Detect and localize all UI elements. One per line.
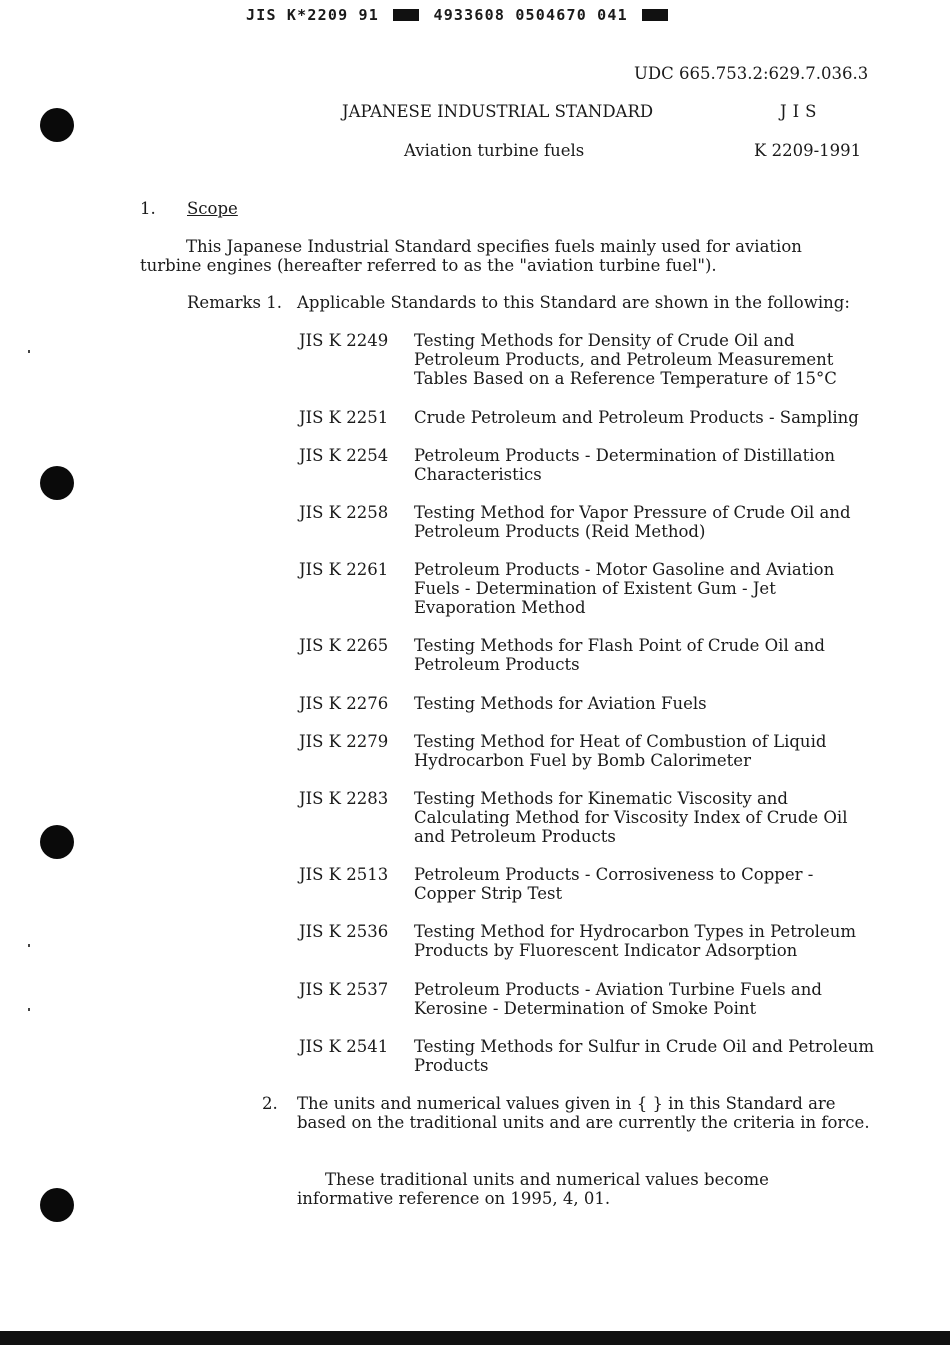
reference-code: JIS K 2258: [299, 503, 389, 522]
reference-title: Testing Methods for Sulfur in Crude Oil and Petroleum Products: [414, 1037, 875, 1075]
punch-hole: [40, 108, 74, 142]
reference-title: Testing Methods for Density of Crude Oil and Petroleum Products, and Petroleum Measurement Tables Based on a Reference Temperature of 15°C: [414, 331, 837, 388]
reference-title: Testing Methods for Kinematic Viscosity and Calculating Method for Viscosity Index of Crude Oil and Petroleum Products: [414, 789, 848, 846]
remark2-note-line: informative reference on 1995, 4, 01.: [297, 1189, 611, 1208]
reference-title: Testing Method for Heat of Combustion of Liquid Hydrocarbon Fuel by Bomb Calorimeter: [414, 732, 827, 770]
reference-title: Testing Methods for Flash Point of Crude Oil and Petroleum Products: [414, 636, 825, 674]
scan-speck: [28, 350, 30, 353]
scan-speck: [28, 944, 30, 947]
scope-line: turbine engines (hereafter referred to as the "aviation turbine fuel").: [140, 256, 717, 275]
reference-code: JIS K 2261: [299, 560, 389, 579]
reference-title: Testing Method for Vapor Pressure of Crude Oil and Petroleum Products (Reid Method): [414, 503, 851, 541]
remark2-number: 2.: [262, 1094, 278, 1113]
remarks-label: Remarks 1.: [187, 293, 283, 312]
reference-code: JIS K 2513: [299, 865, 389, 884]
reference-title: Petroleum Products - Aviation Turbine Fuels and Kerosine - Determination of Smoke Point: [414, 980, 822, 1018]
reference-code: JIS K 2283: [299, 789, 389, 808]
reference-code: JIS K 2249: [299, 331, 389, 350]
document-title: Aviation turbine fuels: [404, 141, 585, 160]
reference-code: JIS K 2537: [299, 980, 389, 999]
reference-title: Crude Petroleum and Petroleum Products - Sampling: [414, 408, 859, 427]
standard-title: JAPANESE INDUSTRIAL STANDARD: [342, 102, 654, 121]
reference-title: Testing Method for Hydrocarbon Types in Petroleum Products by Fluorescent Indicator Adsorption: [414, 922, 856, 960]
remark2-text: The units and numerical values given in { } in this Standard are based on the traditional units and are currently the criteria in force.: [297, 1094, 870, 1132]
remark2-note: [297, 1170, 797, 1208]
punch-hole: [40, 466, 74, 500]
barcode-block: [642, 9, 668, 21]
barcode-text-left: JIS K*2209 91: [246, 6, 379, 24]
scan-edge-bar: [0, 1331, 950, 1345]
reference-title: Petroleum Products - Corrosiveness to Copper - Copper Strip Test: [414, 865, 814, 903]
udc-code: UDC 665.753.2:629.7.036.3: [634, 64, 869, 83]
barcode-text-mid: 4933608 0504670 041: [433, 6, 628, 24]
barcode-line: [246, 6, 672, 25]
reference-title: Petroleum Products - Motor Gasoline and Aviation Fuels - Determination of Existent Gum - Jet Evaporation Method: [414, 560, 835, 617]
reference-code: JIS K 2536: [299, 922, 389, 941]
remarks-intro: Applicable Standards to this Standard are shown in the following:: [297, 293, 850, 312]
jis-mark: JIS: [780, 102, 823, 121]
reference-code: JIS K 2254: [299, 446, 389, 465]
punch-hole: [40, 1188, 74, 1222]
scope-paragraph: [140, 237, 840, 275]
reference-code: JIS K 2541: [299, 1037, 389, 1056]
scan-speck: [28, 1008, 30, 1011]
scope-line: This Japanese Industrial Standard specifies fuels mainly used for aviation: [186, 237, 802, 256]
reference-code: JIS K 2251: [299, 408, 389, 427]
document-number: K 2209-1991: [754, 141, 862, 160]
section-title: Scope: [187, 199, 238, 218]
section-number: 1.: [140, 199, 156, 218]
remark2-note-line: These traditional units and numerical values become: [325, 1170, 769, 1189]
reference-code: JIS K 2279: [299, 732, 389, 751]
barcode-block: [393, 9, 419, 21]
punch-hole: [40, 825, 74, 859]
reference-title: Petroleum Products - Determination of Distillation Characteristics: [414, 446, 836, 484]
reference-code: JIS K 2276: [299, 694, 389, 713]
reference-title: Testing Methods for Aviation Fuels: [414, 694, 707, 713]
reference-code: JIS K 2265: [299, 636, 389, 655]
